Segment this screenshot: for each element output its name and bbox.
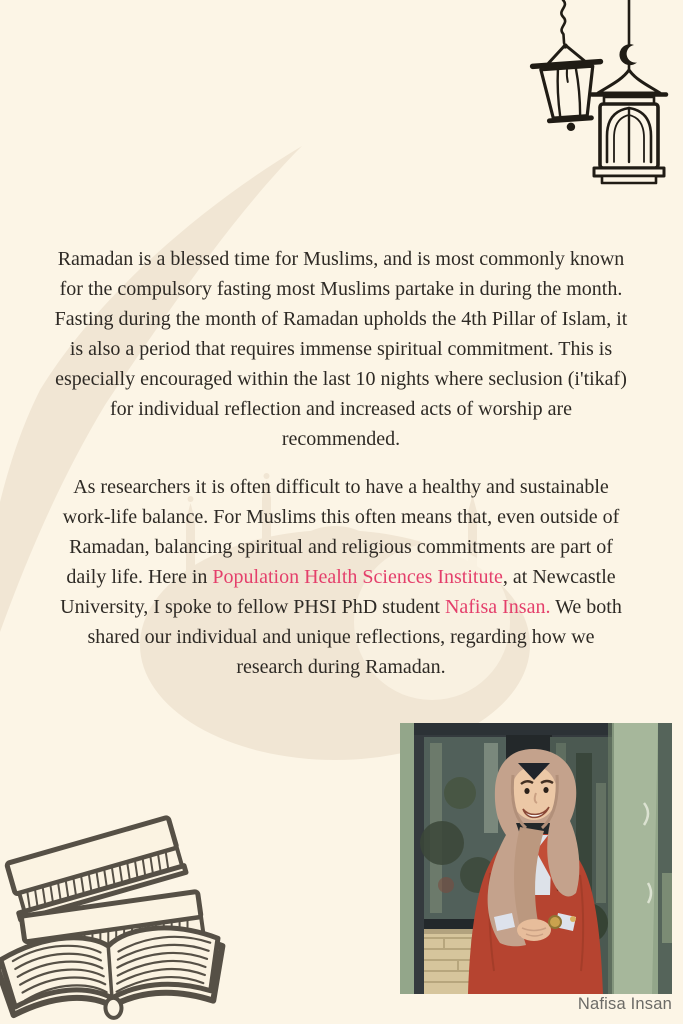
- text-segment: Population Health Sciences Institute: [212, 566, 503, 588]
- text-segment: We both shared our individual and unique reflections, regarding how we research during Ramadan.: [87, 596, 622, 678]
- text-segment: , at Newcastle University, I spoke to fellow PHSI PhD student: [60, 566, 616, 618]
- hanging-lantern-crescent-icon: [592, 0, 666, 183]
- nafisa-photo-image: [400, 723, 672, 994]
- paragraph-ramadan-intro: Ramadan is a blessed time for Muslims, and is most commonly known for the compulsory fasting most Muslims partake in during the month. Fasting during the month of Ramadan upholds the 4th Pillar of Islam, it is also a period that requires immense spiritual commitment. This is especially encouraged within the last 10 nights where seclusion (i'tikaf) for individual reflection and increased acts of worship are recommended.: [54, 248, 628, 450]
- nafisa-photo: [400, 723, 672, 994]
- article-text-block: [54, 244, 628, 682]
- text-segment: Nafisa Insan.: [444, 596, 551, 618]
- crescent-finial-icon: [619, 44, 637, 65]
- hanging-lantern-icon: [528, 0, 605, 133]
- hanging-lanterns-illustration: [488, 0, 683, 200]
- text-segment: As researchers it is often difficult to have a healthy and sustainable work-life balance. For Muslims this often means that, even outside of Ramadan, balancing spiritual and religious commitments are part of daily life. Here in: [62, 476, 620, 588]
- paragraph-research-reflections: [54, 472, 628, 682]
- stacked-books-open-book-icon: [0, 800, 240, 1024]
- photo-caption: Nafisa Insan: [577, 995, 672, 1013]
